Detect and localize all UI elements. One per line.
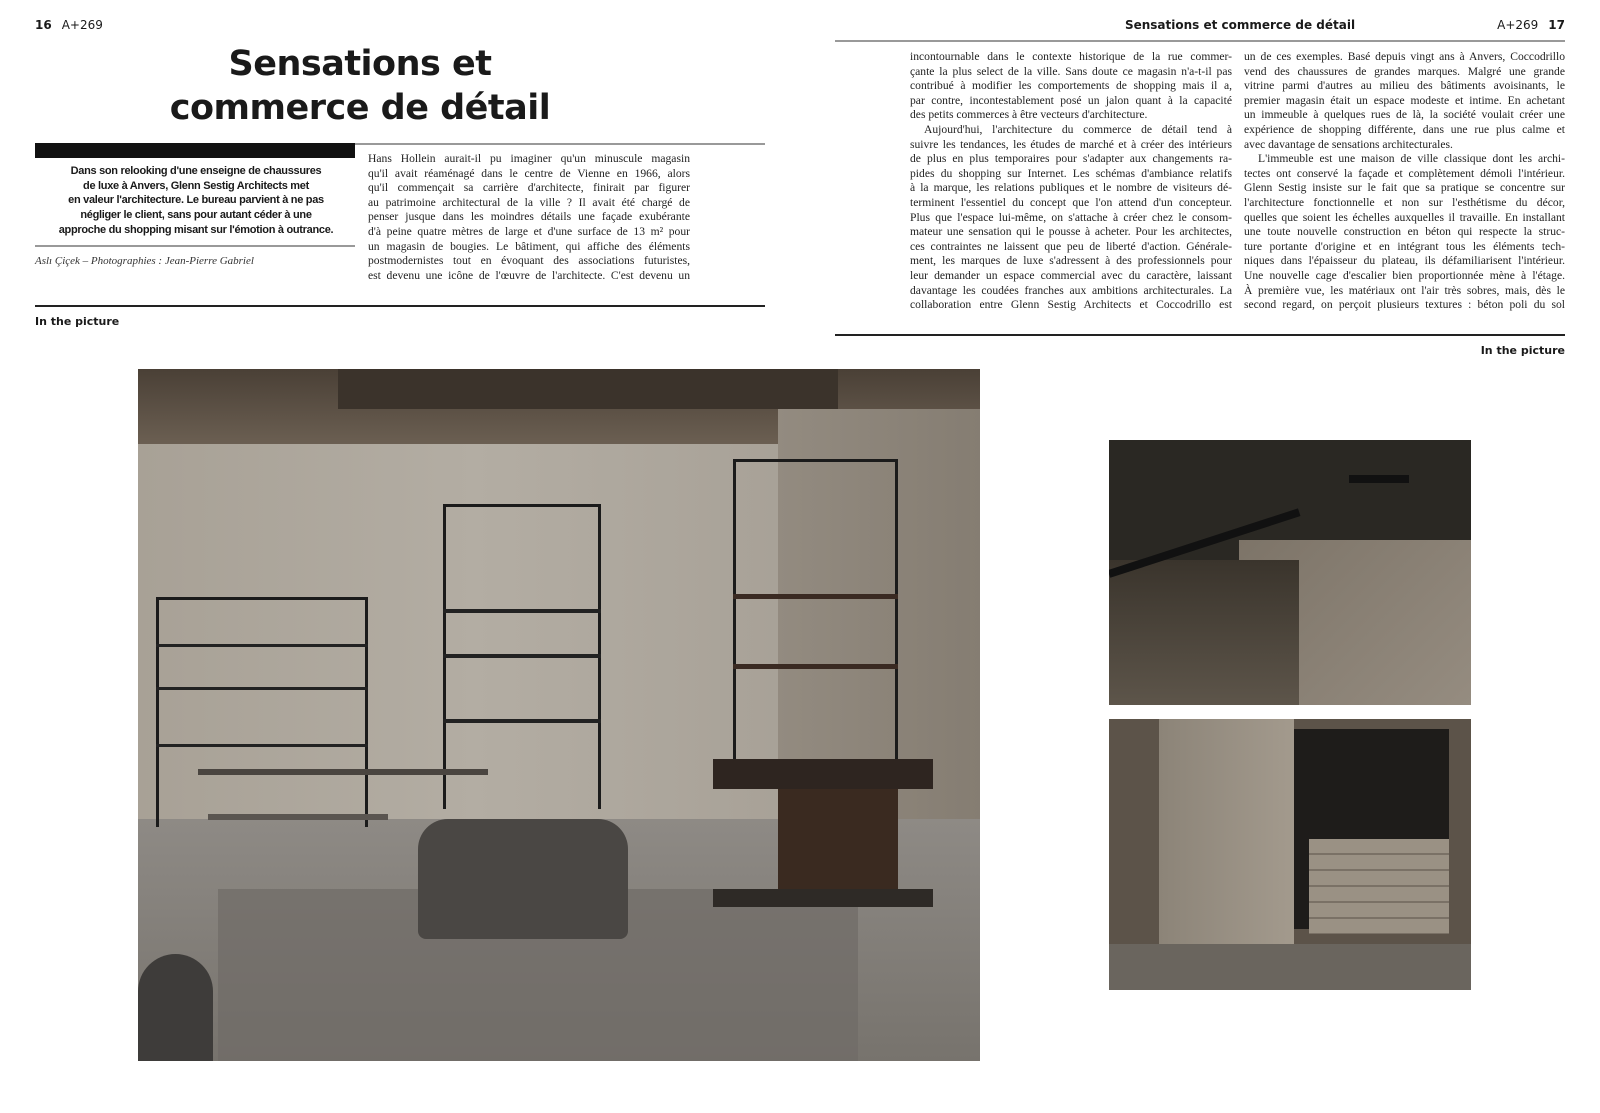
text-line: incontournable dans le contexte historique de la rue commer- (910, 50, 1232, 63)
text-line: de plus en plus temporaires pour s'adapter aux changements ra- (910, 152, 1232, 166)
body-column (1244, 50, 1565, 313)
text-line: penser jusque dans les moindres détails une façade exubérante (368, 210, 690, 224)
lead-line: négliger le client, sans pour autant céder à une (80, 209, 312, 222)
text-line: d'à peine quatre mètres de large et d'une surface de 13 m² pour (368, 224, 690, 238)
running-title: Sensations et commerce de détail (1124, 18, 1356, 32)
text-line: qu'il avait réaménagé dans le centre de Vienne en 1966, alors (368, 166, 690, 180)
text-line: vend des chaussures de grandes marques. Malgré une grande (1244, 64, 1565, 78)
staircase-photo-bottom (1109, 719, 1471, 990)
text-line: un immeuble à quelques rues de là, la société voulait créer une (1244, 108, 1565, 122)
issue-number: A+269 (1497, 18, 1539, 32)
text-line: suivre les tendances, les études de marché et à créer des intérieurs (910, 137, 1232, 151)
text-line: par contre, incontestablement posé un jalon quant à la capacité (910, 93, 1232, 107)
title-line: Sensations et (228, 44, 492, 84)
divider (835, 334, 1565, 336)
page-number: 17 (1548, 18, 1565, 32)
text-line: un de ces exemples. Basé depuis vingt ans à Anvers, Coccodrillo (1244, 50, 1565, 63)
divider (35, 305, 765, 307)
lead-line: approche du shopping misant sur l'émotion à outrance. (58, 223, 334, 236)
lead-line: Dans son relooking d'une enseigne de chaussures (70, 165, 322, 177)
text-line: premier magasin était un espace modeste et intime. En achetant (1244, 93, 1565, 107)
text-line: quelles que soient les échelles auxquelles il travaille. En installant (1244, 210, 1565, 224)
text-line: Glenn Sestig insiste sur le fait que sa pratique se concentre sur (1244, 181, 1565, 195)
text-line: leur demander un espace commercial avec du caractère, laissant (910, 268, 1232, 282)
text-line: à la marque, les relations publiques et le nombre de visiteurs dé- (910, 181, 1232, 195)
text-line: postmodernistes tout en évoquant des associations futuristes, (368, 254, 690, 268)
text-line: au patrimoine architectural de la ville ? Il avait été chargé de (368, 195, 690, 209)
in-the-picture-label: In the picture (35, 315, 120, 328)
text-line: contribué à modifier les comportements de shopping mais il a, (910, 79, 1232, 93)
text-line: un magasin de bougies. Le bâtiment, qui affiche des éléments (368, 239, 690, 253)
page-number: 16 (35, 18, 52, 32)
text-line: çante la plus select de la ville. Sans doute ce magasin n'a-t-il pas (910, 64, 1232, 78)
body-column (910, 50, 1232, 313)
text-line: mateur une sensation qui le pousse à acheter. Pour les architectes, (910, 225, 1232, 239)
text-line: tectes ont conservé la façade et complètement démoli l'intérieur. (1244, 166, 1565, 180)
left-folio (35, 18, 103, 32)
text-line: Une nouvelle cage d'escalier bien proportionnée mène à l'étage. (1244, 268, 1565, 282)
text-line: L'immeuble est une maison de ville classique dont les archi- (1258, 152, 1565, 166)
text-line: pides du shopping sur Internet. Les schémas d'ambiance relatifs (910, 166, 1232, 180)
text-line: avec davantage de sensations architecturales. (1244, 137, 1453, 151)
lead-line: de luxe à Anvers, Glenn Sestig Architects met (83, 179, 309, 192)
title-line: commerce de détail (169, 88, 551, 128)
text-line: second regard, on perçoit plusieurs textures : béton poli du sol (1244, 298, 1565, 312)
right-folio (1497, 18, 1565, 32)
byline: Aslı Çiçek – Photographies : Jean-Pierre Gabriel (35, 255, 254, 267)
text-line: une toute nouvelle construction en béton qui respecte la struc- (1244, 225, 1565, 239)
text-line: Hans Hollein aurait-il pu imaginer qu'un minuscule magasin (368, 152, 690, 165)
text-line: niques dans l'épaisseur du plateau, ils défamiliarisent l'intérieur. (1244, 254, 1565, 268)
article-title (60, 42, 660, 130)
lead-paragraph (33, 164, 359, 238)
staircase-photo-top (1109, 440, 1471, 705)
lead-line: en valeur l'architecture. Le bureau parvient à ne pas (68, 194, 324, 207)
text-line: À première vue, les matériaux ont l'air très sobres, mais, dès le (1244, 283, 1565, 297)
text-line: ces contraintes ne laissent que peu de liberté d'action. Générale- (910, 239, 1232, 253)
text-line: Aujourd'hui, l'architecture du commerce de détail tend à (924, 122, 1232, 136)
text-line: l'architecture fonctionnelle et non sur l'esthétisme du décor, (1244, 195, 1565, 209)
text-line: vitrine parmi d'autres au milieu des bâtiments avoisinants, le (1244, 79, 1565, 93)
black-bar (35, 143, 355, 158)
divider (835, 40, 1565, 42)
divider (35, 245, 355, 247)
text-line: collaboration entre Glenn Sestig Architects et Coccodrillo est (910, 298, 1232, 312)
text-line: davantage les coudées franches aux ambitions architecturales. La (910, 283, 1232, 297)
text-line: des petits commerces à être vecteurs d'architecture. (910, 108, 1148, 122)
body-column (368, 152, 690, 283)
text-line: qu'il commençait sa carrière d'architecte, finirait par figurer (368, 181, 690, 195)
store-interior-photo (138, 369, 980, 1061)
in-the-picture-label: In the picture (1480, 344, 1565, 357)
text-line: ture portante d'origine et en intégrant tous les éléments tech- (1244, 239, 1565, 253)
text-line: est devenu une icône de l'œuvre de l'architecte. C'est devenu un (368, 268, 690, 282)
text-line: expérience de shopping différente, dans une rue plus calme et (1244, 122, 1565, 136)
issue-number: A+269 (61, 18, 103, 32)
text-line: Plus que l'espace lui-même, on s'attache à créer chez le consom- (910, 210, 1232, 224)
text-line: terminent l'essentiel du concept que l'on attend d'un concepteur. (910, 195, 1232, 209)
text-line: ment, les marques de luxe s'adressent à des professionnels pour (910, 254, 1232, 268)
